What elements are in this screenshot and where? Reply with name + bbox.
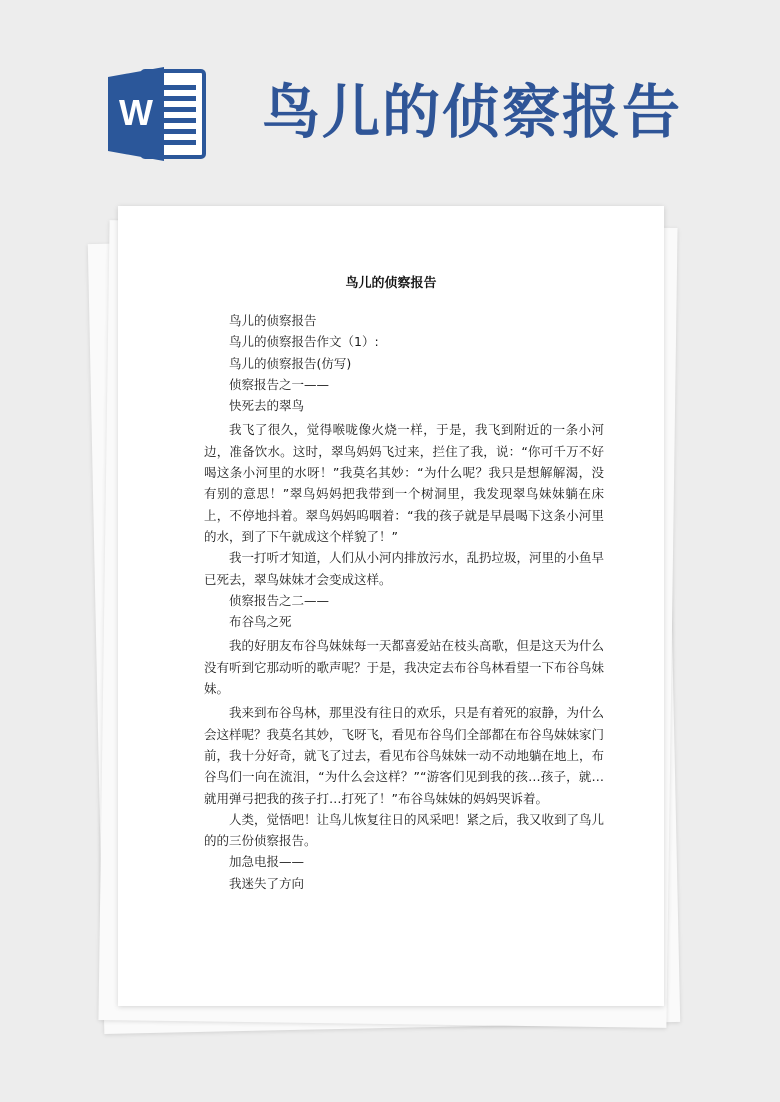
word-icon — [108, 67, 208, 161]
document-title: 鸟儿的侦察报告 — [345, 276, 437, 291]
section-heading: 侦察报告之二—— — [229, 592, 330, 608]
text-line: 鸟儿的侦察报告作文（1）: — [229, 334, 379, 350]
paragraph: 我的好朋友布谷鸟妹妹每一天都喜爱站在枝头高歌，但是这天为什么没有听到它那动听的歌声呢？于是，我决定去布谷鸟林看望一下布谷鸟妹妹。 — [204, 638, 605, 697]
paragraph: 我飞了很久，觉得喉咙像火烧一样，于是，我飞到附近的一条小河边，准备饮水。这时，翠鸟妈妈飞过来，拦住了我，说：“你可千万不好喝这条小河里的水呀！”我莫名其妙：“为什么呢？我只是想解解渴，没有别的意思！”翠鸟妈妈把我带到一个树洞里，我发现翠鸟妹妹躺在床上，不停地抖着。翠鸟妈妈呜咽着：“我的孩子就是早晨喝下这条小河里的水，到了下午就成这个样貌了！” — [204, 422, 604, 544]
text-line: 鸟儿的侦察报告(仿写) — [229, 355, 352, 371]
text-line: 我迷失了方向 — [229, 875, 305, 891]
paragraph: 我来到布谷鸟林，那里没有往日的欢乐，只是有着死的寂静，为什么会这样呢？我莫名其妙，飞呀飞，看见布谷鸟们全部都在布谷鸟妹妹家门前，我十分好奇，就飞了过去，看见布谷鸟妹妹一动不动地躺在地上，布谷鸟们一向在流泪，“为什么会这样？”“游客们见到我的孩…孩子，就…就用弹弓把我的孩子打…打死了！”布谷鸟妹妹的妈妈哭诉着。 — [204, 705, 605, 806]
document-page — [118, 206, 664, 1006]
text-line: 鸟儿的侦察报告 — [229, 313, 317, 328]
page-title: 鸟儿的侦察报告 — [262, 78, 683, 146]
paragraph: 我一打听才知道，人们从小河内排放污水，乱扔垃圾，河里的小鱼早已死去，翠鸟妹妹才会变成这样。 — [204, 550, 605, 587]
text-line: 加急电报—— — [229, 854, 305, 870]
svg-text:W: W — [119, 92, 153, 133]
header-banner — [0, 0, 780, 200]
text-line: 侦察报告之一—— — [229, 376, 330, 392]
text-line: 快死去的翠鸟 — [229, 398, 305, 414]
document-body — [204, 310, 604, 894]
section-subtitle: 布谷鸟之死 — [229, 614, 292, 630]
paragraph: 人类，觉悟吧！让鸟儿恢复往日的风采吧！紧之后，我又收到了鸟儿的的三份侦察报告。 — [204, 811, 605, 849]
